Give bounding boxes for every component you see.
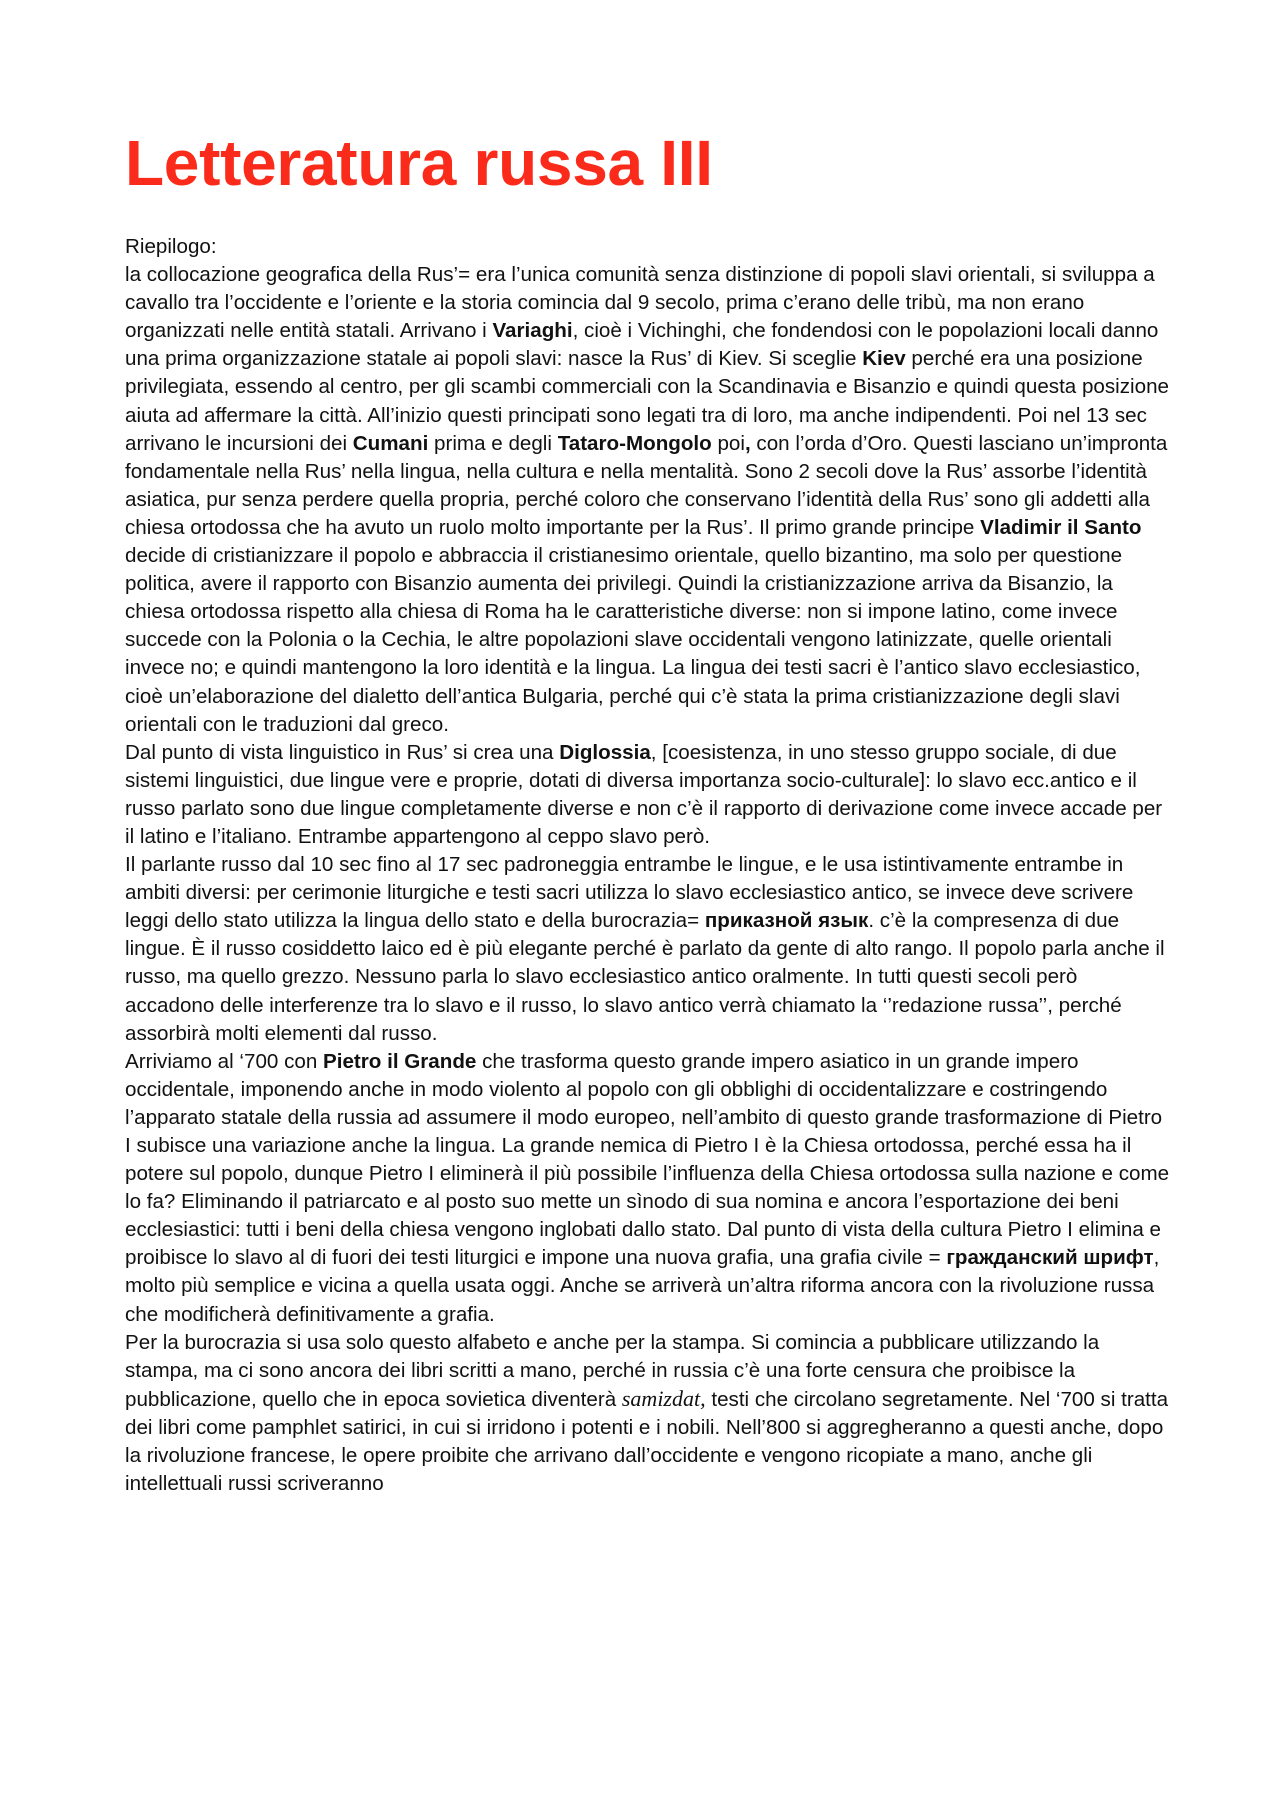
text-run: Riepilogo: <box>125 235 217 258</box>
text-run: Il parlante russo dal 10 sec fino al 17 sec padroneggia entrambe le lingue, e le usa istintivamente entrambe in ambiti diversi: per cerimonie liturgiche e testi sacri utilizza lo slavo ecclesiastico antico, se invece deve scrivere leggi dello stato utilizza la lingua dello stato e della burocrazia= <box>125 853 1134 933</box>
text-run: , cioè i Vichinghi, che fondendosi con le popolazioni locali danno una prima organizzazione statale ai popoli slavi: nasce la Rus’ di Kiev. Si sceglie <box>125 319 1159 371</box>
text-run: che trasforma questo grande impero asiatico in un grande impero occidentale, imponendo anche in modo violento al popolo con gli obblighi di occidentalizzare e costringendo l’apparato statale della russia ad assumere il modo europeo, nell’ambito di questo grande trasformazione di Pietro I subisce una variazione anche la lingua. La grande nemica di Pietro I è la Chiesa ortodossa, perché essa ha il potere sul popolo, dunque Pietro I eliminerà il più possibile l’influenza della Chiesa ortodossa sulla nazione e come lo fa? Eliminando il patriarcato e al posto suo mette un sìnodo di sua nomina e ancora l’esportazione dei beni ecclesiastici: tutti i beni della chiesa vengono inglobati dallo stato. Dal punto di vista della cultura Pietro I elimina e proibisce lo slavo al di fuori dei testi liturgici e impone una nuova grafia, una grafia civile = <box>125 1049 1170 1270</box>
bold-term: Variaghi <box>492 319 573 343</box>
paragraph <box>125 1329 1170 1499</box>
bold-term: Tataro-Mongolo <box>557 431 712 455</box>
text-run: Per la burocrazia si usa solo questo alfabeto e anche per la stampa. Si comincia a pubblicare utilizzando la stampa, ma ci sono ancora dei libri scritti a mano, perché in russia c’è una forte censura che proibisce la pubblicazione, quello che in epoca sovietica diventerà <box>125 1330 1100 1411</box>
bold-term: Diglossia <box>559 740 651 764</box>
text-run: Arriviamo al ‘700 con <box>125 1049 324 1073</box>
text-run: perché era una posizione privilegiata, essendo al centro, per gli scambi commerciali con la Scandinavia e Bisanzio e quindi questa posizione aiuta ad affermare la città. All’inizio questi principati sono legati tra di loro, ma anche indipendenti. Poi nel 13 sec arrivano le incursioni dei <box>125 347 1169 455</box>
text-run: , molto più semplice e vicina a quella usata oggi. Anche se arriverà un’altra riforma ancora con la rivoluzione russa che modificherà definitivamente a grafia. <box>125 1246 1160 1326</box>
text-run: testi che circolano segretamente. Nel ‘700 si tratta dei libri come pamphlet satirici, in cui si irridono i potenti e i nobili. Nell’800 si aggregheranno a questi anche, dopo la rivoluzione francese, le opere proibite che arrivano dall’occidente e vengono ricopiate a mano, anche gli intellettuali russi scriveranno <box>125 1387 1169 1496</box>
text-run: la collocazione geografica della Rus’= era l’unica comunità senza distinzione di popoli slavi orientali, si sviluppa a cavallo tra l’occidente e l’oriente e la storia comincia dal 9 secolo, prima c’erano delle tribù, ma non erano organizzati nelle entità statali. Arrivano i <box>125 263 1155 343</box>
paragraph <box>125 851 1170 1048</box>
text-run: . c’è la compresenza di due lingue. È il russo cosiddetto laico ed è più elegante perché è parlato da gente di alto rango. Il popolo parla anche il russo, ma quello grezzo. Nessuno parla lo slavo ecclesiastico antico oralmente. In tutti questi secoli però accadono delle interferenze tra lo slavo e il russo, lo slavo antico verrà chiamato la ‘’redazione russa’’, perché assorbirà molti elementi dal russo. <box>125 909 1165 1045</box>
bold-term: , <box>744 431 751 455</box>
text-run: Dal punto di vista linguistico in Rus’ si crea una <box>125 740 560 764</box>
text-run: prima e degli <box>428 431 558 455</box>
text-run: , [coesistenza, in uno stesso gruppo sociale, di due sistemi linguistici, due lingue vere e proprie, dotati di diversa importanza socio-culturale]: lo slavo ecc.antico e il russo parlato sono due lingue completamente diverse e non c’è il rapporto di derivazione come invece accade per il latino e l’italiano. Entrambe appartengono al ceppo slavo però. <box>125 740 1163 848</box>
bold-term: гражданский шрифт <box>946 1246 1154 1270</box>
paragraph <box>125 233 1170 261</box>
italic-term: samizdat, <box>621 1385 706 1411</box>
bold-term: Vladimir il Santo <box>980 515 1142 539</box>
bold-term: приказной язык <box>704 909 869 933</box>
text-run: poi <box>711 431 745 455</box>
bold-term: Kiev <box>862 347 906 371</box>
document-body <box>125 233 1170 1498</box>
paragraph <box>125 261 1170 739</box>
paragraph <box>125 1048 1170 1329</box>
bold-term: Pietro il Grande <box>323 1049 477 1073</box>
paragraph <box>125 739 1170 851</box>
bold-term: Cumani <box>352 431 429 455</box>
text-run: decide di cristianizzare il popolo e abbraccia il cristianesimo orientale, quello bizantino, ma solo per questione politica, avere il rapporto con Bisanzio aumenta dei privilegi. Quindi la cristianizzazione arriva da Bisanzio, la chiesa ortodossa rispetto alla chiesa di Roma ha le caratteristiche diverse: non si impone latino, come invece succede con la Polonia o la Cechia, le altre popolazioni slave occidentali vengono latinizzate, quelle orientali invece no; e quindi mantengono la loro identità e la lingua. La lingua dei testi sacri è l’antico slavo ecclesiastico, cioè un’elaborazione del dialetto dell’antica Bulgaria, perché qui c’è stata la prima cristianizzazione degli slavi orientali con le traduzioni dal greco. <box>125 544 1141 736</box>
document-title: Letteratura russa III <box>125 127 713 199</box>
text-run: con l’orda d’Oro. Questi lasciano un’impronta fondamentale nella Rus’ nella lingua, nella cultura e nella mentalità. Sono 2 secoli dove la Rus’ assorbe l’identità asiatica, pur senza perdere quella propria, perché coloro che conservano l’identità della Rus’ sono gli addetti alla chiesa ortodossa che ha avuto un ruolo molto importante per la Rus’. Il primo grande principe <box>125 431 1168 539</box>
